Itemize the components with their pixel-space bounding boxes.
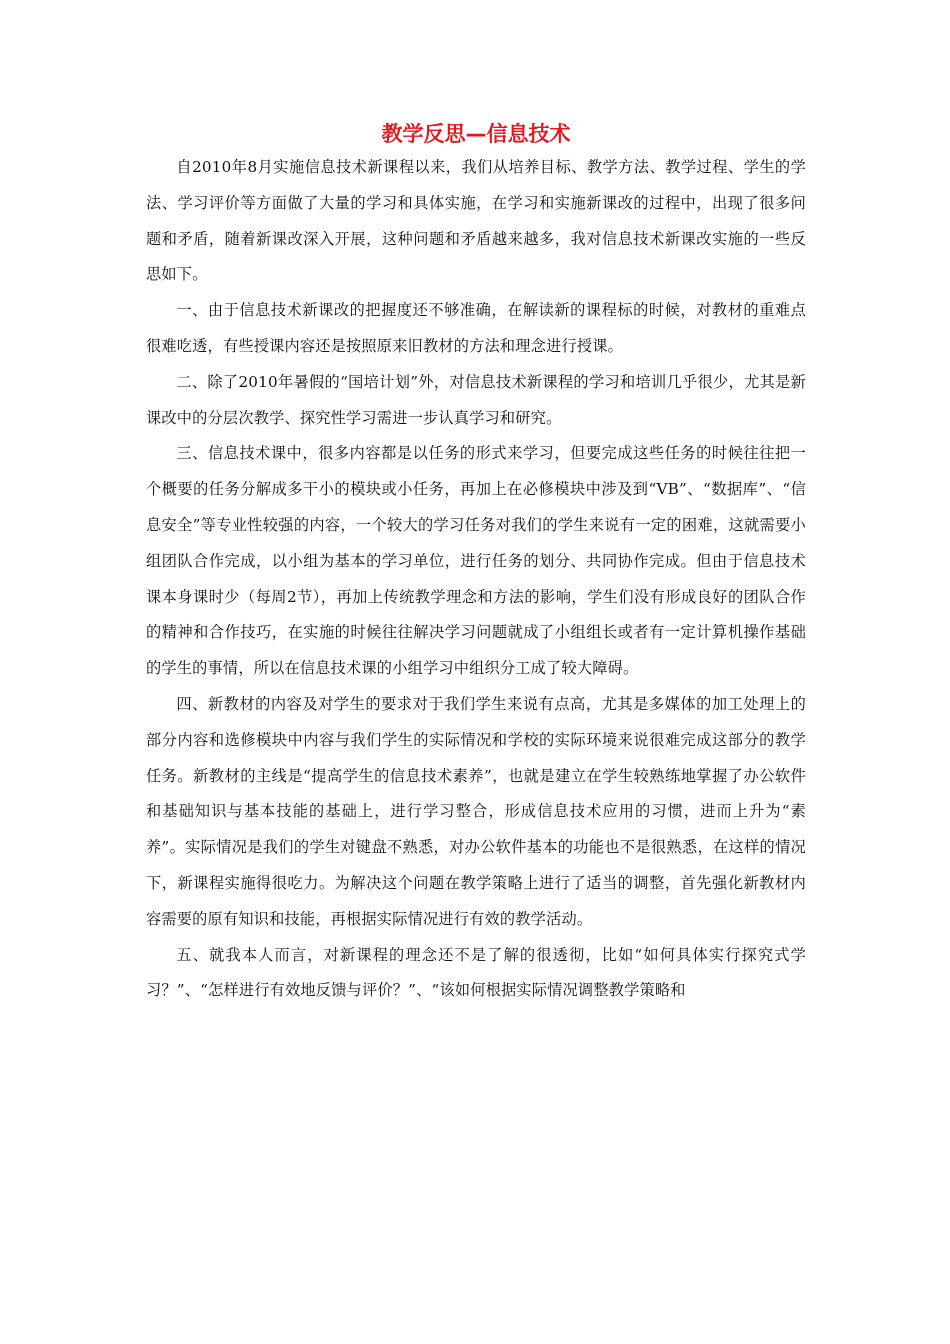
paragraph-point-5: 五、就我本人而言，对新课程的理念还不是了解的很透彻，比如“如何具体实行探究式学习？”、“怎样进行有效地反馈与评价？”、“该如何根据实际情况调整教学策略和 xyxy=(146,945,806,1000)
document-title: 教学反思—信息技术 xyxy=(381,122,571,146)
paragraph-point-2: 二、除了2010年暑假的“国培计划”外，对信息技术新课程的学习和培训几乎很少，尤其是新课改中的分层次教学、探究性学习需进一步认真学习和研究。 xyxy=(146,372,806,427)
paragraph-point-1: 一、由于信息技术新课改的把握度还不够准确，在解读新的课程标的时候，对教材的重难点很难吃透，有些授课内容还是按照原来旧教材的方法和理念进行授课。 xyxy=(146,301,806,355)
paragraph-point-4: 四、新教材的内容及对学生的要求对于我们学生来说有点高，尤其是多媒体的加工处理上的部分内容和选修模块中内容与我们学生的实际情况和学校的实际环境来说很难完成这部分的教学任务。新教材的主线是“提高学生的信息技术素养”，也就是建立在学生较熟练地掌握了办公软件和基础知识与基本技能的基础上，进行学习整合，形成信息技术应用的习惯，进而上升为“素养”。实际情况是我们的学生对键盘不熟悉，对办公软件基本的功能也不是很熟悉，在这样的情况下，新课程实施得很吃力。为解决这个问题在教学策略上进行了适当的调整，首先强化新教材内容需要的原有知识和技能，再根据实际情况进行有效的教学活动。 xyxy=(146,694,806,928)
paragraph-intro: 自2010年8月实施信息技术新课程以来，我们从培养目标、教学方法、教学过程、学生的学法、学习评价等方面做了大量的学习和具体实施，在学习和实施新课改的过程中，出现了很多问题和矛盾，随着新课改深入开展，这种问题和矛盾越来越多，我对信息技术新课改实施的一些反思如下。 xyxy=(146,158,806,284)
paragraph-point-3: 三、信息技术课中，很多内容都是以任务的形式来学习，但要完成这些任务的时候往往把一个概要的任务分解成多干小的模块或小任务，再加上在必修模块中涉及到“VB”、“数据库”、“信息安全”等专业性较强的内容，一个较大的学习任务对我们的学生来说有一定的困难，这就需要小组团队合作完成，以小组为基本的学习单位，进行任务的划分、共同协作完成。但由于信息技术课本身课时少（每周2节），再加上传统教学理念和方法的影响，学生们没有形成良好的团队合作的精神和合作技巧，在实施的时候往往解决学习问题就成了小组组长或者有一定计算机操作基础的学生的事情，所以在信息技术课的小组学习中组织分工成了较大障碍。 xyxy=(146,444,806,678)
document-page xyxy=(146,118,806,1009)
